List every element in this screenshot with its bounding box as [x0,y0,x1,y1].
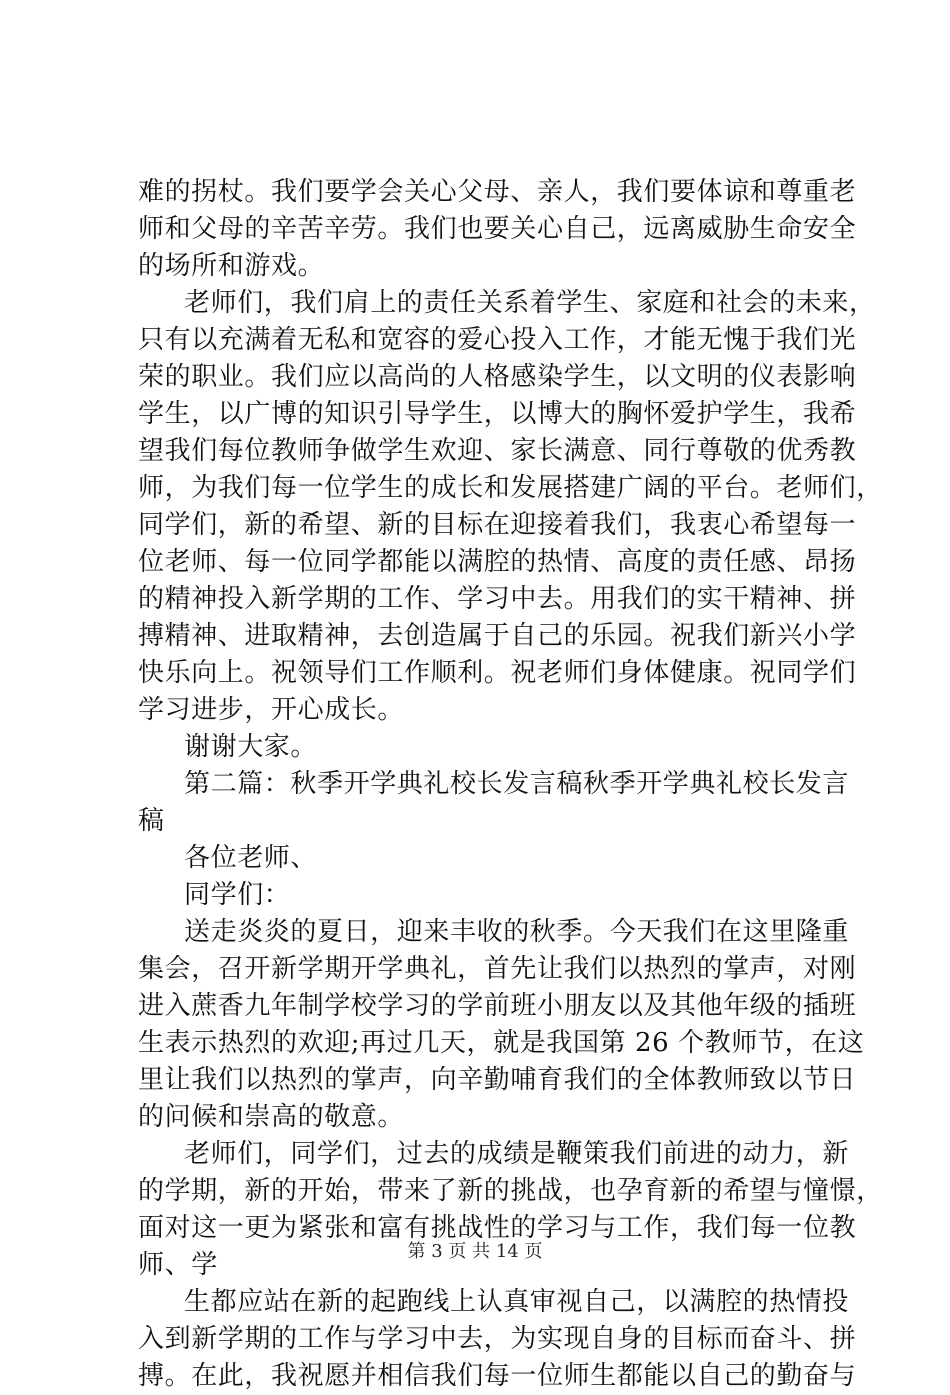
text-line: 的精神投入新学期的工作、学习中去。用我们的实干精神、拼 [138,584,857,614]
page-footer [0,1240,950,1264]
text-line: 荣的职业。我们应以高尚的人格感染学生，以文明的仪表影响 [138,362,857,392]
text-line: 里让我们以热烈的掌声，向辛勤哺育我们的全体教师致以节日 [138,1065,857,1095]
text-line: 位老师、每一位同学都能以满腔的热情、高度的责任感、昂扬 [138,547,857,577]
salutation-line: 各位老师、 [184,843,318,873]
text-line: 师和父母的辛苦辛劳。我们也要关心自己，远离威胁生命安全 [138,214,857,244]
section-heading: 第二篇：秋季开学典礼校长发言稿秋季开学典礼校长发言 [184,769,850,799]
document-body [138,174,883,1395]
salutation-line: 同学们： [184,880,291,910]
text-line: 快乐向上。祝领导们工作顺利。祝老师们身体健康。祝同学们 [138,658,857,688]
text-line: 生表示热烈的欢迎;再过几天，就是我国第 26 个教师节，在这 [138,1028,865,1058]
text-line: 谢谢大家。 [184,732,318,762]
text-line: 学习进步，开心成长。 [138,695,405,725]
text-line: 搏精神、进取精神，去创造属于自己的乐园。祝我们新兴小学 [138,621,857,651]
text-line: 搏。在此，我祝愿并相信我们每一位师生都能以自己的勤奋与 [138,1361,857,1391]
text-line: 望我们每位教师争做学生欢迎、家长满意、同行尊敬的优秀教 [138,436,857,466]
text-line: 入到新学期的工作与学习中去，为实现自身的目标而奋斗、拼 [138,1324,857,1354]
text-line: 进入蔗香九年制学校学习的学前班小朋友以及其他年级的插班 [138,991,857,1021]
text-line: 老师们，同学们，过去的成绩是鞭策我们前进的动力，新 [184,1139,850,1169]
text-line: 集会，召开新学期开学典礼，首先让我们以热烈的掌声，对刚 [138,954,857,984]
section-heading-continuation: 稿 [138,806,165,836]
text-line: 难的拐杖。我们要学会关心父母、亲人，我们要体谅和尊重老 [138,177,857,207]
text-line: 师、学 [138,1250,218,1280]
text-line: 的问候和崇高的敬意。 [138,1102,405,1132]
text-line: 老师们，我们肩上的责任关系着学生、家庭和社会的未来， [184,288,876,318]
text-line: 师，为我们每一位学生的成长和发展搭建广阔的平台。老师们， [138,473,883,503]
text-line: 面对这一更为紧张和富有挑战性的学习与工作，我们每一位教 [138,1213,857,1243]
text-line: 生都应站在新的起跑线上认真审视自己，以满腔的热情投 [184,1287,850,1317]
text-line: 送走炎炎的夏日，迎来丰收的秋季。今天我们在这里隆重 [184,917,850,947]
text-line: 的学期，新的开始，带来了新的挑战，也孕育新的希望与憧憬， [138,1176,883,1206]
text-line: 同学们，新的希望、新的目标在迎接着我们，我衷心希望每一 [138,510,857,540]
text-line: 的场所和游戏。 [138,251,325,281]
text-line: 只有以充满着无私和宽容的爱心投入工作，才能无愧于我们光 [138,325,857,355]
text-line: 学生，以广博的知识引导学生，以博大的胸怀爱护学生，我希 [138,399,857,429]
page-indicator: 第 3 页 共 14 页 [407,1241,543,1262]
